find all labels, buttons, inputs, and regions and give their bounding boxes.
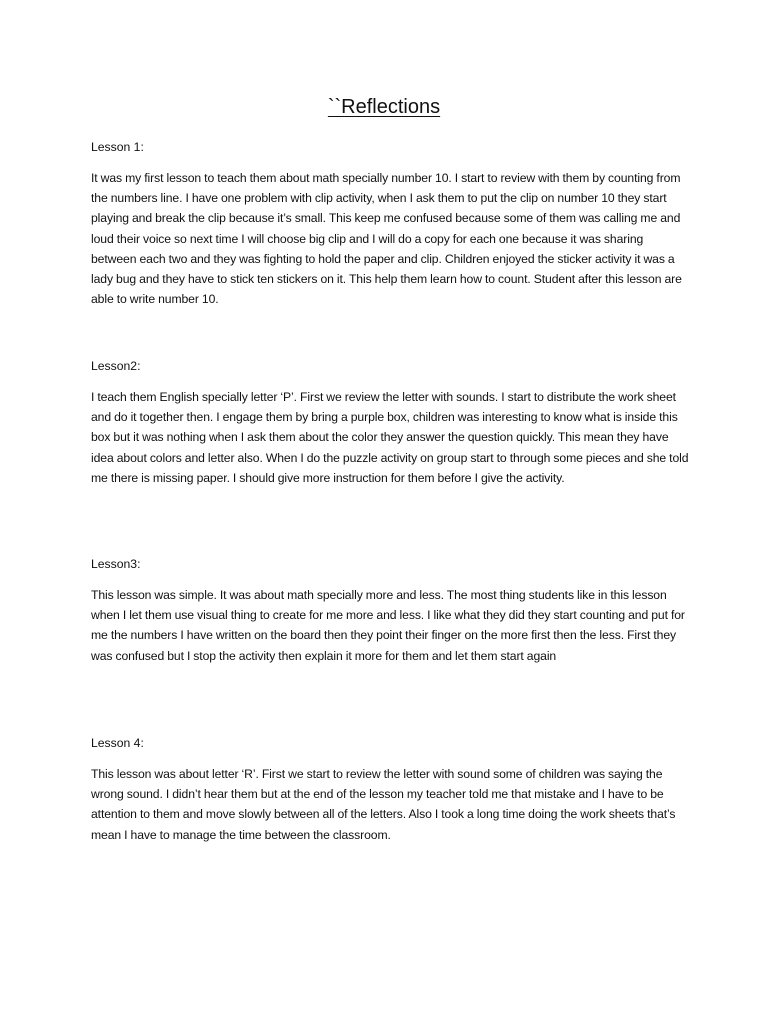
lesson-2-body: I teach them English specially letter ‘P’. First we review the letter with sounds. I start to distribute the work sheet and do it together then. I engage them by bring a purple box, children was interesting to know what is inside this box but it was nothing when I ask them about the color they answer the question quickly. This mean they have idea about colors and letter also. When I do the puzzle activity on group start to through some pieces and she told me there is missing paper. I should give more instruction for them before I give the activity. (91, 390, 689, 485)
page-title (0, 94, 768, 120)
lesson-4-heading: Lesson 4: (91, 736, 144, 750)
lesson-1-body: It was my first lesson to teach them about math specially number 10. I start to review with them by counting from the numbers line. I have one problem with clip activity, when I ask them to put the clip on number 10 they start playing and break the clip because it’s small. This keep me confused because some of them was calling me and loud their voice so next time I will choose big clip and I will do a copy for each one because it was sharing between each two and they was fighting to hold the paper and clip. Children enjoyed the sticker activity it was a lady bug and they have to stick ten stickers on it. This help them learn how to count. Student after this lesson are able to write number 10. (91, 171, 682, 307)
lesson-4-section (91, 735, 691, 845)
lesson-2-heading: Lesson2: (91, 359, 141, 373)
lesson-3-section (91, 556, 691, 666)
page-title-text: ``Reflections (327, 96, 441, 118)
lesson-2-section (91, 358, 691, 488)
lesson-4-body: This lesson was about letter ‘R’. First we start to review the letter with sound some of children was saying the wrong sound. I didn’t hear them but at the end of the lesson my teacher told me that mistake and I have to be attention to them and move slowly between all of the letters. Also I took a long time doing the work sheets that’s mean I have to manage the time between the classroom. (91, 767, 676, 842)
lesson-1-heading: Lesson 1: (91, 140, 144, 154)
lesson-1-section (91, 139, 691, 309)
lesson-3-body: This lesson was simple. It was about math specially more and less. The most thing students like in this lesson when I let them use visual thing to create for me more and less. I like what they did they start counting and put for me the numbers I have written on the board then they point their finger on the more first then the less. First they was confused but I stop the activity then explain it more for them and let them start again (91, 588, 685, 663)
lesson-3-heading: Lesson3: (91, 557, 141, 571)
